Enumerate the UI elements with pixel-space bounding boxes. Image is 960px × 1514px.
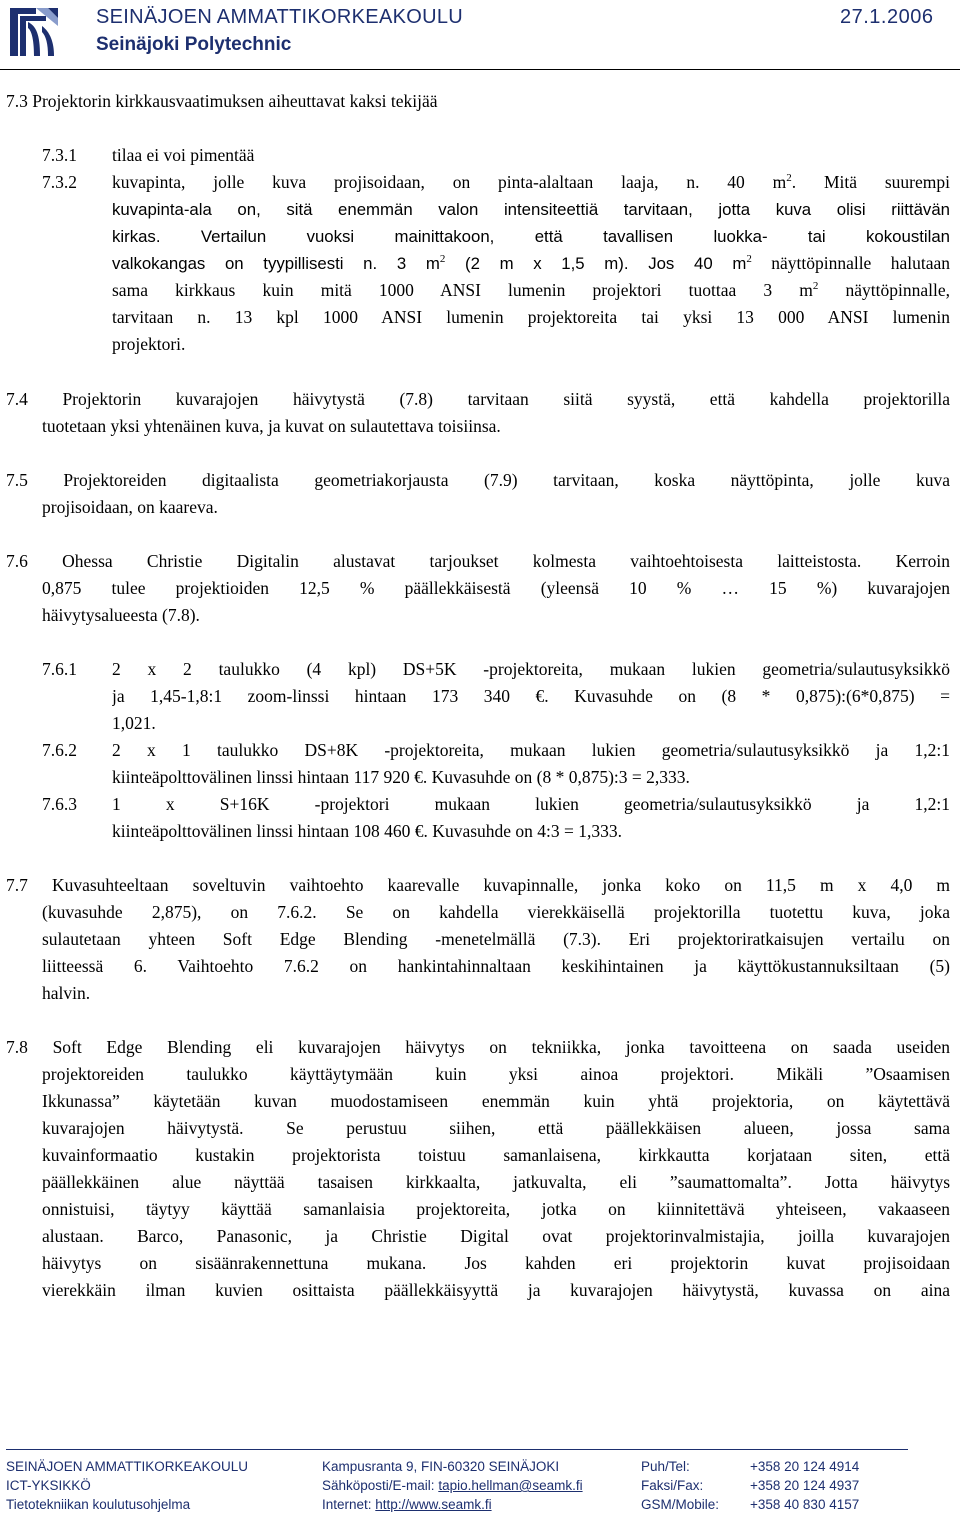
section-7-5-line-1: 7.5 Projektoreiden digitaalista geometriakorjausta (7.9) tarvitaan, koska näyttöpinta, jolle kuva bbox=[6, 470, 950, 490]
item-7-6-2-number: 7.6.2 bbox=[42, 740, 77, 760]
item-7-3-2-line-5: sama kirkkaus kuin mitä 1000 ANSI lumenin projektori tuottaa 3 $m^2$ näyttöpinnalle, bbox=[112, 280, 950, 300]
footer-tel-label: Puh/Tel: bbox=[641, 1459, 690, 1474]
item-7-3-2-line-3: kirkas. Vertailun vuoksi mainittakoon, että tavallisen luokka- tai kokoustilan bbox=[112, 227, 950, 246]
item-7-3-2-line-2: kuvapinta-ala on, sitä enemmän valon intensiteettiä tarvitaan, jotta kuva olisi riittävän bbox=[112, 200, 950, 219]
section-7-8-line-9: häivytys on sisäänrakennettuna mukana. Jos kahden eri projektorin kuvat projisoidaan bbox=[42, 1253, 950, 1273]
footer-tel-value: +358 20 124 4914 bbox=[750, 1459, 860, 1474]
item-7-3-2-line-1: kuvapinta, jolle kuva projisoidaan, on pinta-alaltaan laaja, n. 40 $m^2$. Mitä suurempi bbox=[112, 172, 950, 192]
item-7-3-2-number: 7.3.2 bbox=[42, 172, 77, 192]
logo bbox=[6, 4, 62, 60]
footer-programme: Tietotekniikan koulutusohjelma bbox=[6, 1497, 191, 1512]
item-7-6-3-number: 7.6.3 bbox=[42, 794, 77, 814]
footer-address: Kampusranta 9, FIN-60320 SEINÄJOKI bbox=[322, 1459, 560, 1474]
section-7-7-line-4: liitteessä 6. Vaihtoehto 7.6.2 on hankintahinnaltaan keskihintainen ja käyttökustannuksiltaan (5) bbox=[42, 956, 950, 976]
footer-fax-value: +358 20 124 4937 bbox=[750, 1478, 860, 1493]
item-7-6-1-line-3: 1,021. bbox=[112, 713, 156, 733]
section-7-6-line-3: häivytysalueesta (7.8). bbox=[42, 605, 200, 625]
header-org: SEINÄJOEN AMMATTIKORKEAKOULU bbox=[96, 6, 463, 28]
section-7-6-line-1: 7.6 Ohessa Christie Digitalin alustavat tarjoukset kolmesta vaihtoehtoisesta laitteistosta. Kerroin bbox=[6, 551, 950, 571]
section-7-5-line-2: projisoidaan, on kaareva. bbox=[42, 497, 218, 517]
item-7-6-3-line-2: kiinteäpolttovälinen linssi hintaan 108 460 €. Kuvasuhde on 4:3 = 1,333. bbox=[112, 821, 623, 841]
item-7-6-1-number: 7.6.1 bbox=[42, 659, 77, 679]
section-7-4-line-1: 7.4 Projektorin kuvarajojen häivytystä (7.8) tarvitaan siitä syystä, että kahdella projektorilla bbox=[6, 389, 950, 409]
item-7-6-2-line-1: 2 x 1 taulukko DS+8K -projektoreita, mukaan lukien geometria/sulautusyksikkö ja 1,2:1 bbox=[112, 740, 950, 760]
section-7-8-line-8: alustaan. Barco, Panasonic, ja Christie Digital ovat projektorinvalmistajia, joilla kuvarajojen bbox=[42, 1226, 950, 1246]
footer-mobile-value: +358 40 830 4157 bbox=[750, 1497, 860, 1512]
section-7-8-line-2: projektoreiden taulukko käyttäytymään kuin yksi ainoa projektori. Mikäli ”Osaamisen bbox=[42, 1064, 950, 1084]
section-7-6-line-2: 0,875 tulee projektioiden 12,5 % päällekkäisestä (yleensä 10 % … 15 %) kuvarajojen bbox=[42, 578, 950, 598]
section-7-8-line-10: vierekkäin ilman kuvien osittaista päällekkäisyyttä ja kuvarajojen häivytystä, kuvassa on aina bbox=[42, 1280, 950, 1300]
section-7-8-line-6: päällekkäinen alue näyttää tasaisen kirkkaalta, jatkuvalta, eli ”saumattomalta”. Jotta häivytys bbox=[42, 1172, 950, 1192]
header-date: 27.1.2006 bbox=[840, 6, 934, 28]
item-7-6-1-line-2: ja 1,45-1,8:1 zoom-linssi hintaan 173 340 €. Kuvasuhde on (8 * 0,875):(6*0,875) = bbox=[112, 686, 950, 706]
section-7-8-line-1: 7.8 Soft Edge Blending eli kuvarajojen häivytys on tekniikka, jonka tavoitteena on saada useiden bbox=[6, 1037, 950, 1057]
section-7-7-line-2: (kuvasuhde 2,875), on 7.6.2. Se on kahdella vierekkäisellä projektorilla tuotettu kuva, joka bbox=[42, 902, 950, 922]
section-7-7-line-3: sulautetaan yhteen Soft Edge Blending -menetelmällä (7.3). Eri projektoriratkaisujen vertailu on bbox=[42, 929, 950, 949]
item-7-3-2-line-6: tarvitaan n. 13 kpl 1000 ANSI lumenin projektoreita tai yksi 13 000 ANSI lumenin bbox=[112, 307, 950, 327]
item-7-3-1-number: 7.3.1 bbox=[42, 145, 77, 165]
item-7-6-1-line-1: 2 x 2 taulukko (4 kpl) DS+5K -projektoreita, mukaan lukien geometria/sulautusyksikkö bbox=[112, 659, 950, 679]
section-7-7-line-5: halvin. bbox=[42, 983, 91, 1003]
section-7-8-line-7: onnistuisi, täytyy käyttää samanlaisia projektoreita, jotka on kiinnitettävä yhteiseen, vakaaseen bbox=[42, 1199, 950, 1219]
footer-internet: Internet: http://www.seamk.fi bbox=[322, 1497, 492, 1512]
section-7-8-line-5: kuvainformaatio kustakin projektorista toistuu samanlaisena, kirkkautta korjataan siten, että bbox=[42, 1145, 950, 1165]
footer-org: SEINÄJOEN AMMATTIKORKEAKOULU bbox=[6, 1459, 249, 1474]
header-rule bbox=[0, 69, 960, 70]
section-7-3-title: 7.3 Projektorin kirkkausvaatimuksen aiheuttavat kaksi tekijää bbox=[6, 91, 438, 111]
footer-rule bbox=[6, 1449, 908, 1450]
item-7-3-1-text: tilaa ei voi pimentää bbox=[112, 145, 255, 165]
section-7-4-line-2: tuotetaan yksi yhtenäinen kuva, ja kuvat on sulautettava toisiinsa. bbox=[42, 416, 501, 436]
item-7-6-3-line-1: 1 x S+16K -projektori mukaan lukien geometria/sulautusyksikkö ja 1,2:1 bbox=[112, 794, 950, 814]
footer-fax-label: Faksi/Fax: bbox=[641, 1478, 704, 1493]
item-7-6-2-line-2: kiinteäpolttovälinen linssi hintaan 117 920 €. Kuvasuhde on (8 * 0,875):3 = 2,333. bbox=[112, 767, 690, 787]
footer-email: Sähköposti/E-mail: tapio.hellman@seamk.fi bbox=[322, 1478, 583, 1493]
item-7-3-2-line-7: projektori. bbox=[112, 334, 186, 354]
section-7-7-line-1: 7.7 Kuvasuhteeltaan soveltuvin vaihtoehto kaarevalle kuvapinnalle, jonka koko on 11,5 m x 4,0 m bbox=[6, 875, 950, 895]
footer-mobile-label: GSM/Mobile: bbox=[641, 1497, 720, 1512]
footer-email-link[interactable]: tapio.hellman@seamk.fi bbox=[438, 1478, 583, 1493]
footer-unit: ICT-YKSIKKÖ bbox=[6, 1478, 91, 1493]
footer-website-link[interactable]: http://www.seamk.fi bbox=[375, 1497, 492, 1512]
section-7-8-line-4: kuvarajojen häivytystä. Se perustuu siihen, että päällekkäisen alueen, jossa sama bbox=[42, 1118, 950, 1138]
logo-icon bbox=[6, 4, 62, 60]
header-subtitle: Seinäjoki Polytechnic bbox=[96, 34, 292, 55]
item-7-3-2-line-4: valkokangas on tyypillisesti n. 3 $m^2$ (2 m x 1,5 m). Jos 40 $m^2$ näyttöpinnalle halutaan bbox=[112, 253, 950, 273]
section-7-8-line-3: Ikkunassa” käytetään kuvan muodostamiseen enemmän kuin yhtä projektoria, on käytettävä bbox=[42, 1091, 950, 1111]
